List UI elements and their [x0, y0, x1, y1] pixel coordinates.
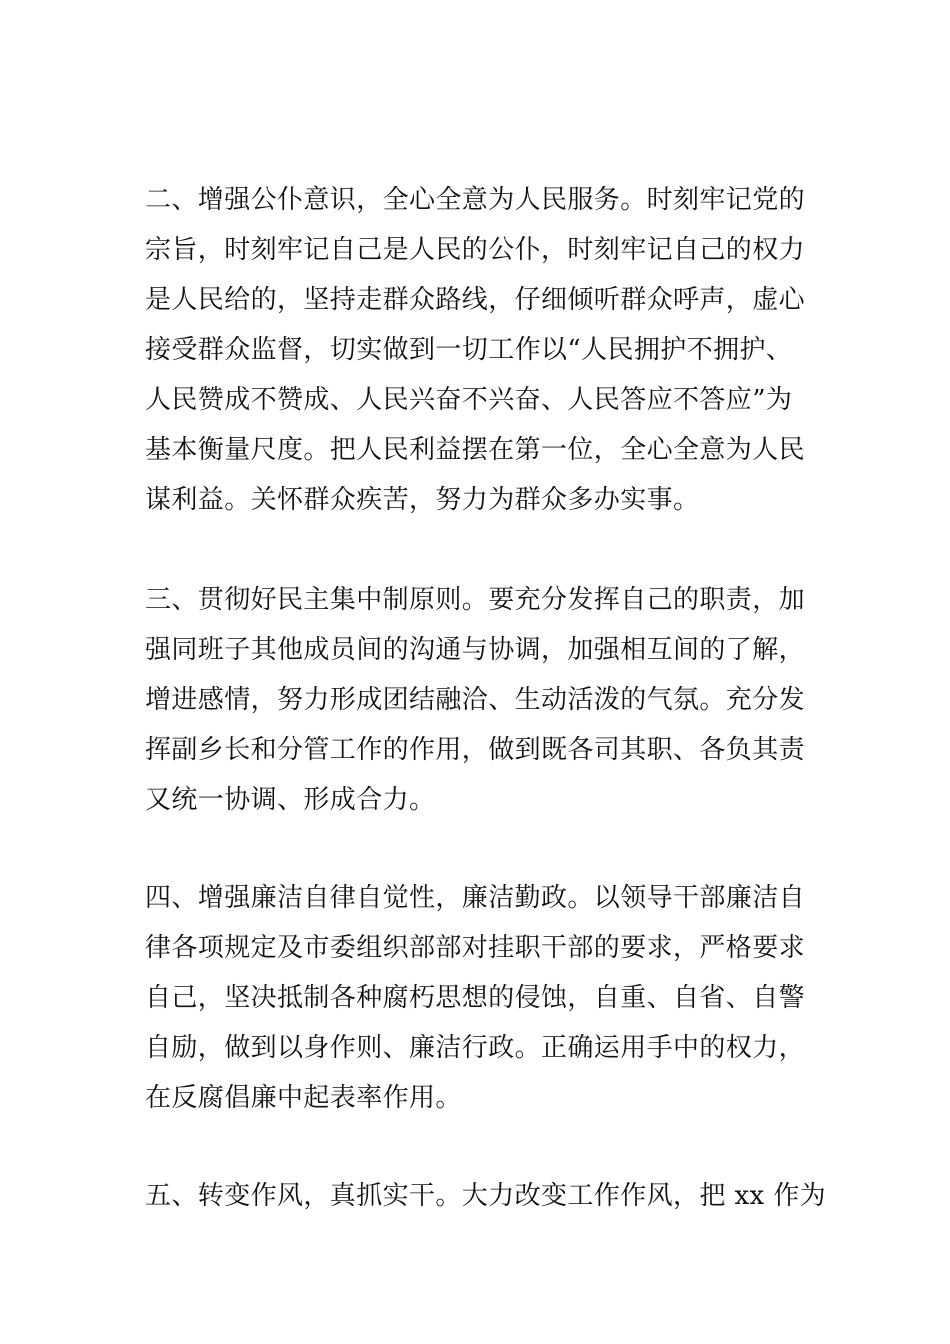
- text-line: 宗旨，时刻牢记自己是人民的公仆，时刻牢记自己的权力: [145, 235, 806, 265]
- text-line: 五、转变作风，真抓实干。大力改变工作作风，把 xx 作为: [145, 1181, 827, 1211]
- paragraph-3-democratic-centralism: [145, 575, 810, 825]
- text-line: 四、增强廉洁自律自觉性，廉洁勤政。以领导干部廉洁自: [145, 883, 806, 913]
- text-line: 增进感情，努力形成团结融洽、生动活泼的气氛。充分发: [145, 685, 806, 715]
- text-line: 基本衡量尺度。把人民利益摆在第一位，全心全意为人民: [145, 435, 806, 465]
- text-line: 谋利益。关怀群众疾苦，努力为群众多办实事。: [145, 485, 700, 515]
- text-line: 在反腐倡廉中起表率作用。: [145, 1083, 462, 1113]
- paragraph-4-integrity: [145, 873, 810, 1123]
- text-line: 人民赞成不赞成、人民兴奋不兴奋、人民答应不答应”为: [145, 385, 793, 415]
- text-line: 是人民给的，坚持走群众路线，仔细倾听群众呼声，虚心: [145, 285, 806, 315]
- text-line: 自己，坚决抵制各种腐朽思想的侵蚀，自重、自省、自警: [145, 983, 806, 1013]
- text-line: 挥副乡长和分管工作的作用，做到既各司其职、各负其责: [145, 735, 806, 765]
- paragraph-2-public-servant: [145, 175, 810, 525]
- text-line: 强同班子其他成员间的沟通与协调，加强相互间的了解，: [145, 635, 806, 665]
- text-line: 二、增强公仆意识，全心全意为人民服务。时刻牢记党的: [145, 185, 806, 215]
- paragraph-5-work-style: [145, 1171, 827, 1221]
- text-line: 接受群众监督，切实做到一切工作以“人民拥护不拥护、: [145, 335, 793, 365]
- text-line: 自励，做到以身作则、廉洁行政。正确运用手中的权力，: [145, 1033, 806, 1063]
- text-line: 又统一协调、形成合力。: [145, 785, 436, 815]
- text-line: 三、贯彻好民主集中制原则。要充分发挥自己的职责，加: [145, 585, 806, 615]
- text-line: 律各项规定及市委组织部部对挂职干部的要求，严格要求: [145, 933, 806, 963]
